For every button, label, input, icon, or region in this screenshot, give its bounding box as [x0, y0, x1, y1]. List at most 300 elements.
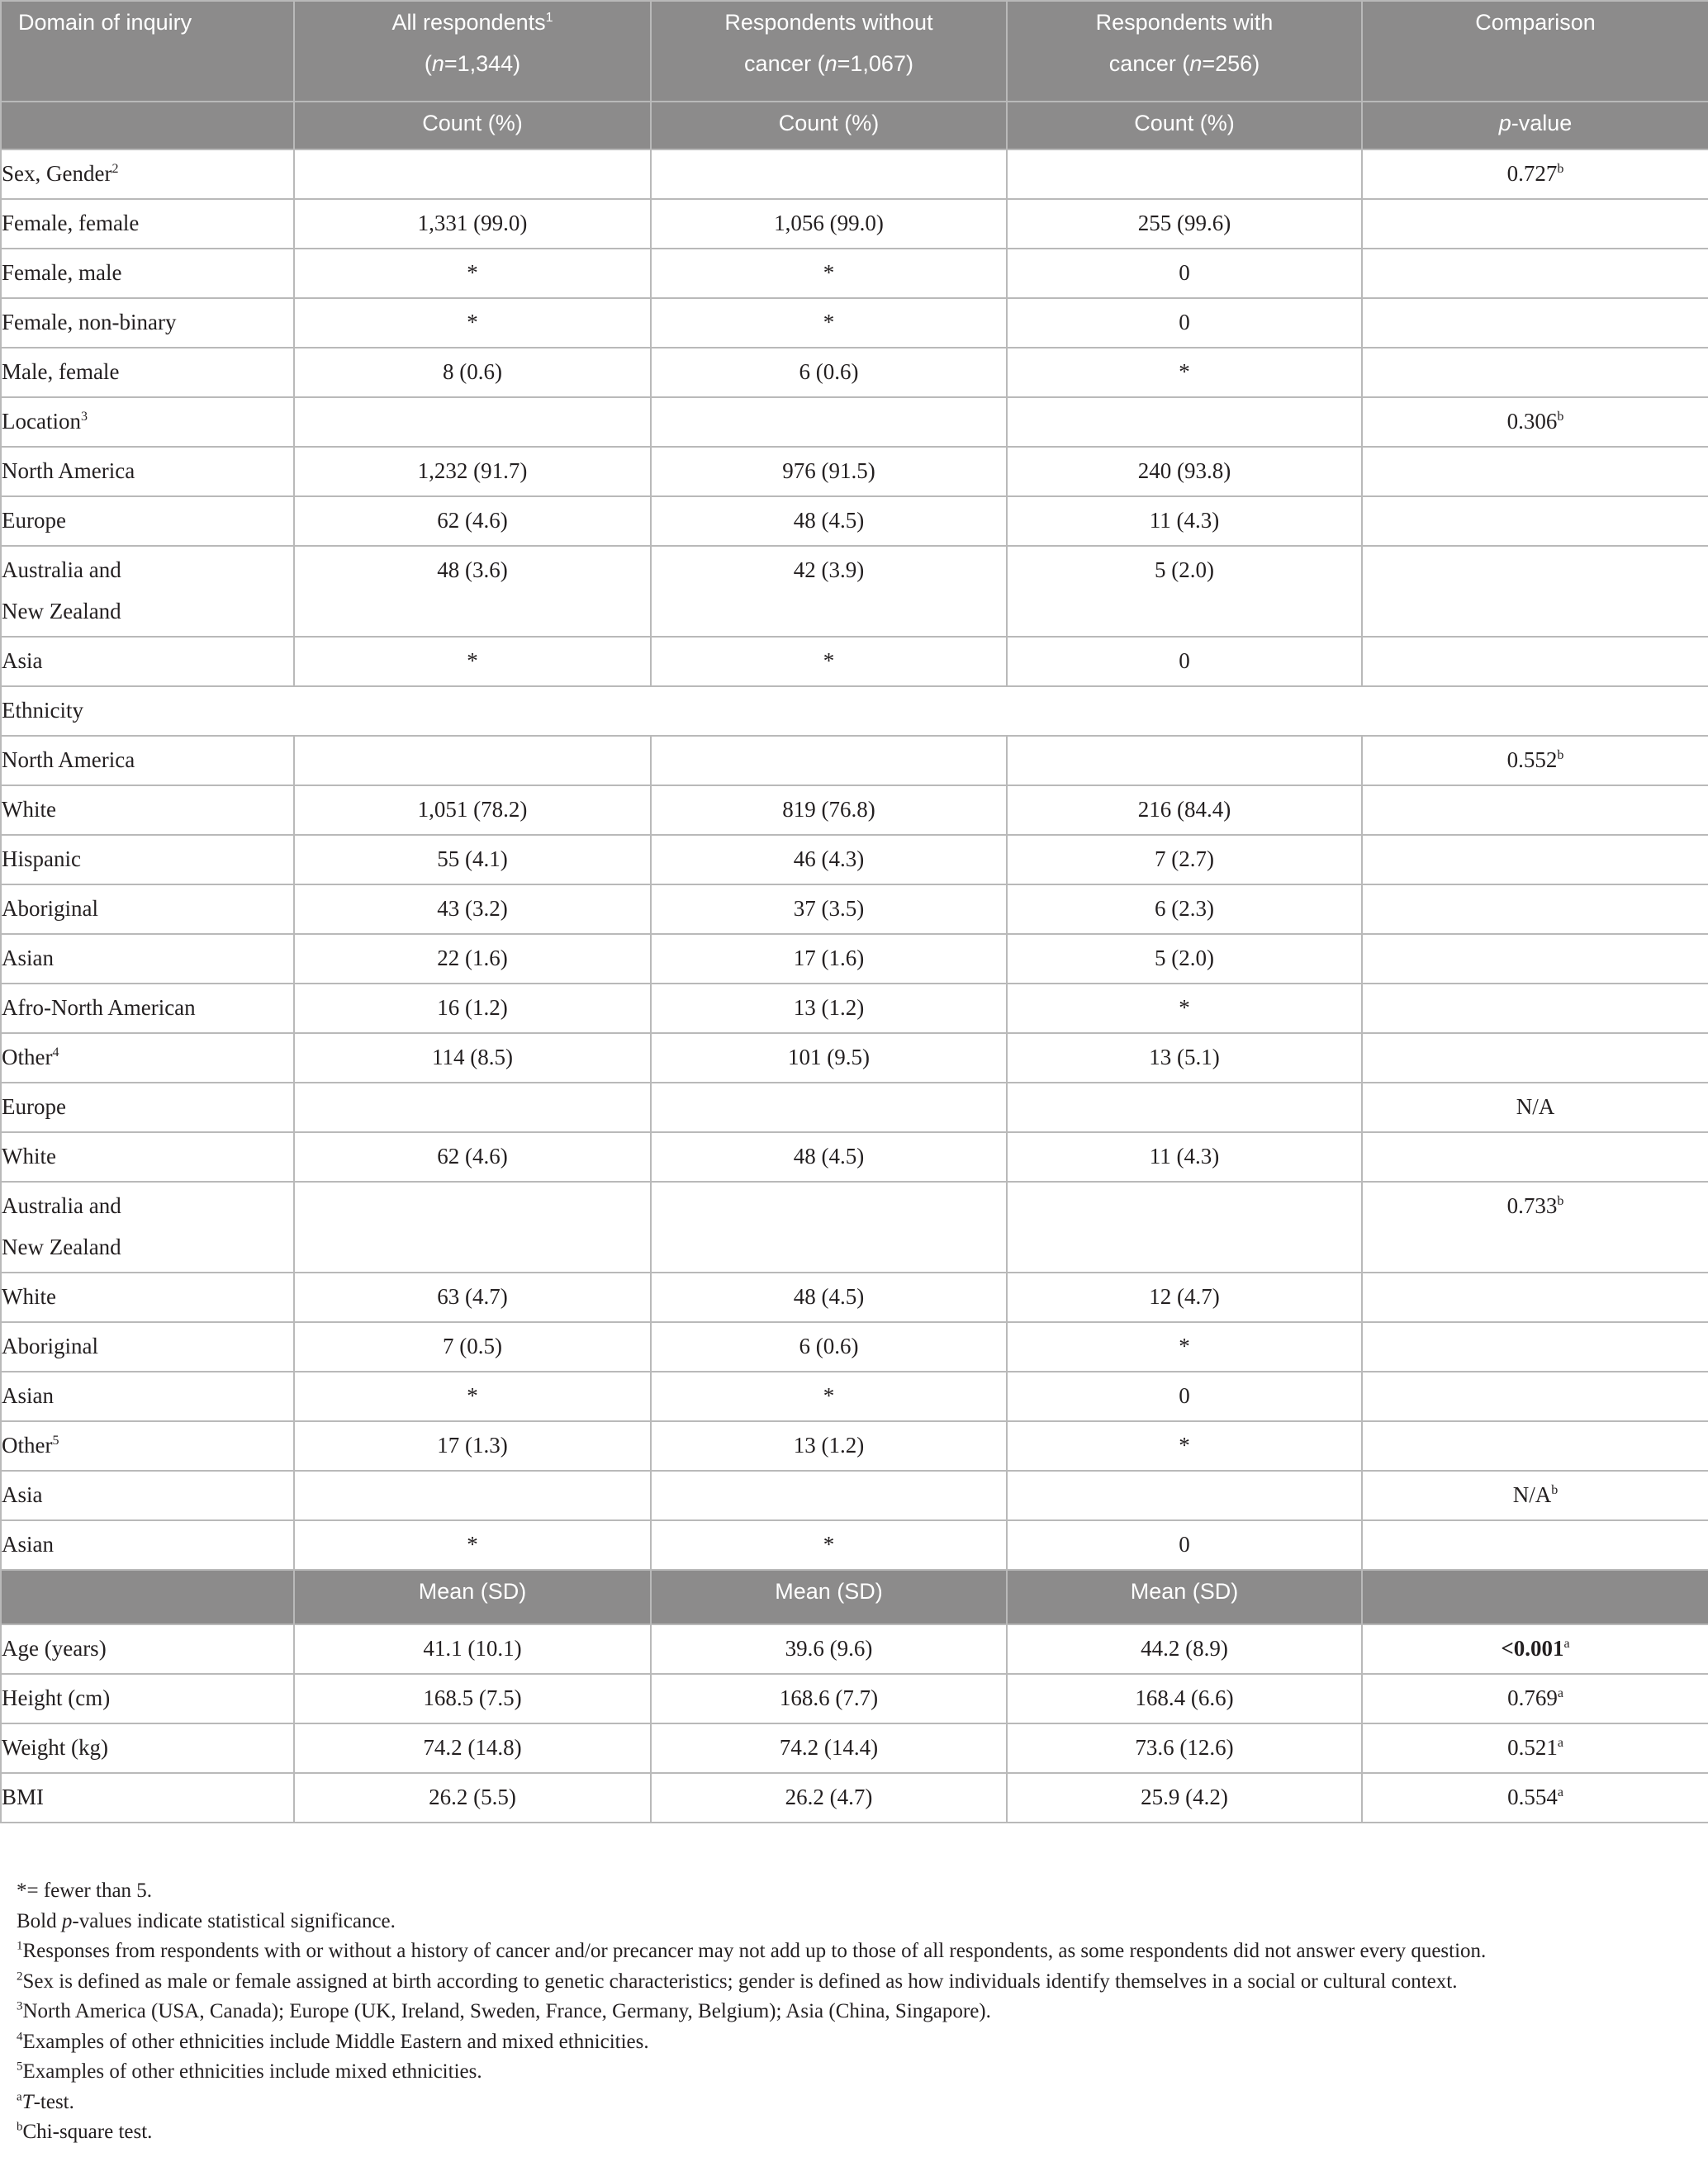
table-row	[1, 397, 1708, 447]
p-value-header: p-value	[1362, 102, 1708, 149]
all-respondents-cell-value: 43 (3.2)	[437, 896, 508, 921]
with-cancer-cell	[1007, 984, 1362, 1033]
with-cancer-cell	[1007, 1372, 1362, 1421]
without-cancer-cell-value: 48 (4.5)	[793, 1144, 865, 1169]
all-respondents-cell	[294, 546, 651, 637]
p-value-cell	[1362, 149, 1708, 199]
row-label	[1, 1674, 294, 1723]
with-cancer-cell-value: 0	[1179, 1532, 1190, 1557]
with-cancer-cell-value: 168.4 (6.6)	[1135, 1685, 1234, 1710]
all-respondents-cell-value: 7 (0.5)	[443, 1334, 502, 1358]
with-cancer-cell	[1007, 546, 1362, 637]
footnote	[17, 2057, 1693, 2088]
p-value: 0.554	[1507, 1785, 1558, 1809]
footnote	[17, 1997, 1693, 2027]
row-label	[1, 984, 294, 1033]
all-respondents-cell-value: *	[467, 260, 478, 285]
with-cancer-cell	[1007, 348, 1362, 397]
without-cancer-cell-value: *	[823, 310, 835, 334]
footnote-mark: b	[17, 2120, 23, 2134]
row-label	[1, 298, 294, 348]
all-respondents-cell	[294, 1033, 651, 1083]
p-value-cell	[1362, 1322, 1708, 1372]
superscript-mark: b	[1557, 162, 1564, 176]
table-row	[1, 686, 1708, 736]
table-row	[1, 1421, 1708, 1471]
with-cancer-cell	[1007, 249, 1362, 298]
with-cancer-cell-value: 255 (99.6)	[1137, 211, 1231, 235]
with-cancer-cell	[1007, 149, 1362, 199]
row-label-text: Location	[2, 409, 81, 434]
without-cancer-cell-value: 74.2 (14.4)	[779, 1735, 879, 1760]
row-label	[1, 1273, 294, 1322]
p-value-cell	[1362, 249, 1708, 298]
all-respondents-cell	[294, 348, 651, 397]
footnote	[17, 1937, 1693, 1967]
row-label	[1, 1471, 294, 1520]
row-label	[1, 884, 294, 934]
all-respondents-cell-value: *	[467, 310, 478, 334]
footnote	[17, 2088, 1693, 2118]
all-respondents-cell	[294, 884, 651, 934]
without-cancer-cell-value: 6 (0.6)	[799, 1334, 859, 1358]
without-cancer-cell	[651, 199, 1007, 249]
superscript-mark: 4	[52, 1045, 59, 1060]
with-cancer-cell-value: 6 (2.3)	[1155, 896, 1214, 921]
all-respondents-cell	[294, 1083, 651, 1132]
row-label-text: Asian	[2, 1532, 54, 1557]
without-cancer-cell-value: 46 (4.3)	[793, 846, 865, 871]
all-respondents-cell-value: 55 (4.1)	[437, 846, 508, 871]
without-cancer-cell	[651, 637, 1007, 686]
row-label	[1, 1322, 294, 1372]
without-cancer-cell	[651, 1773, 1007, 1823]
row-label	[1, 637, 294, 686]
row-label-text: North America	[2, 458, 135, 483]
with-cancer-cell-value: 25.9 (4.2)	[1141, 1785, 1228, 1809]
all-respondents-cell-value: *	[467, 648, 478, 673]
without-cancer-cell-value: *	[823, 648, 835, 673]
table-row	[1, 1273, 1708, 1322]
row-label	[1, 496, 294, 546]
superscript-mark: 5	[52, 1434, 59, 1448]
row-label-text: Europe	[2, 508, 66, 533]
table-row	[1, 546, 1708, 637]
with-cancer-header: Respondents with cancer (n=256)	[1007, 1, 1362, 102]
p-value-cell	[1362, 298, 1708, 348]
superscript-mark: a	[1557, 1785, 1563, 1799]
row-label-text: Aboriginal	[2, 896, 98, 921]
all-respondents-cell-value: 74.2 (14.8)	[423, 1735, 522, 1760]
without-cancer-cell	[651, 1033, 1007, 1083]
row-label	[1, 546, 294, 637]
row-label-text: Other	[2, 1433, 53, 1458]
without-cancer-cell	[651, 1624, 1007, 1674]
footnotes	[17, 1876, 1693, 2148]
table-row	[1, 1674, 1708, 1723]
without-cancer-cell-value: 48 (4.5)	[793, 508, 865, 533]
without-cancer-cell-value: 17 (1.6)	[793, 946, 865, 970]
with-cancer-cell-value: 0	[1179, 1383, 1190, 1408]
all-respondents-cell	[294, 1421, 651, 1471]
with-cancer-cell-value: 0	[1179, 260, 1190, 285]
count-section	[1, 149, 1708, 1570]
without-cancer-cell-value: *	[823, 260, 835, 285]
without-cancer-cell-value: *	[823, 1383, 835, 1408]
table-row	[1, 447, 1708, 496]
p-value-cell	[1362, 1273, 1708, 1322]
with-cancer-cell-value: 216 (84.4)	[1137, 797, 1231, 822]
with-cancer-cell-value: *	[1179, 1433, 1190, 1458]
p-value-cell	[1362, 546, 1708, 637]
row-label-text: Asian	[2, 946, 54, 970]
with-cancer-cell-value: 44.2 (8.9)	[1141, 1636, 1228, 1661]
p-value-cell	[1362, 1471, 1708, 1520]
table-row	[1, 1033, 1708, 1083]
row-label-text-line2: New Zealand	[2, 599, 121, 623]
p-value-cell	[1362, 934, 1708, 984]
all-respondents-cell-value: 63 (4.7)	[437, 1284, 508, 1309]
row-label-text: Europe	[2, 1094, 66, 1119]
footnote-text: Bold	[17, 1909, 62, 1932]
row-label-text: Weight (kg)	[2, 1735, 109, 1760]
without-cancer-cell	[651, 348, 1007, 397]
footnote-italic: p	[61, 1909, 73, 1932]
row-label-text: Aboriginal	[2, 1334, 98, 1358]
row-label-text-line2: New Zealand	[2, 1235, 121, 1259]
row-label-text: Asia	[2, 1482, 43, 1507]
row-label-text: Hispanic	[2, 846, 81, 871]
row-label-text: Ethnicity	[2, 698, 83, 723]
all-respondents-cell-value: 62 (4.6)	[437, 508, 508, 533]
with-cancer-cell-value: *	[1179, 1334, 1190, 1358]
footnote-text-rest: -values indicate statistical significance.	[72, 1909, 396, 1932]
without-cancer-cell-value: 976 (91.5)	[782, 458, 875, 483]
all-respondents-cell	[294, 397, 651, 447]
footnote-text: *= fewer than 5.	[17, 1880, 153, 1902]
all-respondents-cell-value: 114 (8.5)	[432, 1045, 513, 1069]
p-value-cell	[1362, 397, 1708, 447]
table-row	[1, 934, 1708, 984]
row-label	[1, 1421, 294, 1471]
table-row	[1, 785, 1708, 835]
without-cancer-cell-value: 42 (3.9)	[793, 557, 865, 582]
p-value: N/A	[1512, 1482, 1552, 1507]
p-value: N/A	[1516, 1094, 1555, 1119]
p-value-cell	[1362, 447, 1708, 496]
table-row	[1, 1132, 1708, 1182]
p-value: <0.001	[1501, 1636, 1564, 1661]
table-row	[1, 1083, 1708, 1132]
all-respondents-cell-value: 8 (0.6)	[443, 359, 502, 384]
with-cancer-cell	[1007, 1083, 1362, 1132]
superscript-mark: 3	[80, 410, 88, 424]
without-cancer-cell	[651, 785, 1007, 835]
footnote-mark: 5	[17, 2060, 23, 2074]
table-row	[1, 1322, 1708, 1372]
p-value: 0.733	[1506, 1193, 1558, 1218]
domain-header: Domain of inquiry	[1, 1, 294, 102]
all-respondents-cell	[294, 1773, 651, 1823]
with-cancer-cell-value: 0	[1179, 648, 1190, 673]
table-row	[1, 1520, 1708, 1570]
all-respondents-cell-value: 1,051 (78.2)	[417, 797, 528, 822]
table-row	[1, 1773, 1708, 1823]
all-respondents-cell	[294, 1372, 651, 1421]
all-respondents-cell-value: 22 (1.6)	[437, 946, 508, 970]
footnote-mark: a	[17, 2090, 22, 2104]
p-value-cell	[1362, 736, 1708, 785]
with-cancer-cell	[1007, 1723, 1362, 1773]
footnote-italic: T	[21, 2090, 34, 2113]
p-value-cell	[1362, 1132, 1708, 1182]
mean-header-empty	[1362, 1570, 1708, 1624]
p-value-cell	[1362, 1083, 1708, 1132]
without-cancer-cell	[651, 298, 1007, 348]
footnote-mark: 4	[17, 2030, 23, 2044]
row-label	[1, 397, 294, 447]
without-cancer-cell-value: 13 (1.2)	[793, 1433, 865, 1458]
all-respondents-cell	[294, 1471, 651, 1520]
footnote-mark: 3	[17, 1999, 23, 2013]
row-label	[1, 934, 294, 984]
superscript-mark: b	[1557, 410, 1564, 424]
row-label	[1, 1520, 294, 1570]
row-label	[1, 1083, 294, 1132]
p-value-cell	[1362, 1723, 1708, 1773]
superscript-mark: b	[1557, 1194, 1564, 1208]
empty-mean-header	[1, 1570, 294, 1624]
empty-subheader	[1, 102, 294, 149]
all-respondents-cell	[294, 1182, 651, 1273]
footnote-mark: 2	[17, 1970, 23, 1984]
footnote-text-rest: -test.	[33, 2090, 74, 2113]
footnote-text: Examples of other ethnicities include mixed ethnicities.	[22, 2060, 482, 2083]
table-row	[1, 1471, 1708, 1520]
row-label	[1, 1624, 294, 1674]
row-label-text: Sex, Gender	[2, 161, 112, 186]
all-respondents-cell	[294, 496, 651, 546]
count-header-all: Count (%)	[294, 102, 651, 149]
count-header-with: Count (%)	[1007, 102, 1362, 149]
row-label-text: Australia and	[2, 557, 121, 582]
without-cancer-cell	[651, 1674, 1007, 1723]
with-cancer-cell	[1007, 1182, 1362, 1273]
header-row	[1, 1, 1708, 102]
subheader-row	[1, 102, 1708, 149]
with-cancer-cell-value: 0	[1179, 310, 1190, 334]
with-cancer-cell	[1007, 1132, 1362, 1182]
row-label	[1, 1182, 294, 1273]
table-row	[1, 149, 1708, 199]
without-cancer-cell	[651, 984, 1007, 1033]
mean-header-row	[1, 1570, 1708, 1624]
table-row	[1, 1723, 1708, 1773]
with-cancer-cell	[1007, 397, 1362, 447]
all-respondents-cell	[294, 447, 651, 496]
table-row	[1, 637, 1708, 686]
superscript-mark: a	[1557, 1736, 1563, 1750]
with-cancer-cell-value: 240 (93.8)	[1137, 458, 1231, 483]
p-value-cell	[1362, 1372, 1708, 1421]
with-cancer-cell	[1007, 447, 1362, 496]
table-row	[1, 1372, 1708, 1421]
p-value-cell	[1362, 348, 1708, 397]
without-cancer-cell	[651, 1723, 1007, 1773]
all-respondents-cell	[294, 934, 651, 984]
p-value: 0.769	[1507, 1685, 1558, 1710]
without-cancer-cell	[651, 1132, 1007, 1182]
without-cancer-cell	[651, 884, 1007, 934]
with-cancer-cell	[1007, 736, 1362, 785]
row-label	[1, 736, 294, 785]
with-cancer-cell	[1007, 1421, 1362, 1471]
without-cancer-cell-value: *	[823, 1532, 835, 1557]
without-cancer-cell	[651, 397, 1007, 447]
row-label-text: Female, male	[2, 260, 122, 285]
footnote	[17, 1907, 1693, 1937]
row-label-text: Age (years)	[2, 1636, 107, 1661]
row-label-text: Australia and	[2, 1193, 121, 1218]
without-cancer-cell-value: 168.6 (7.7)	[779, 1685, 879, 1710]
row-label	[1, 835, 294, 884]
row-label-text: Female, female	[2, 211, 140, 235]
with-cancer-cell	[1007, 934, 1362, 984]
all-respondents-cell-value: 16 (1.2)	[437, 995, 508, 1020]
without-cancer-cell-value: 101 (9.5)	[788, 1045, 870, 1069]
row-label-text: Other	[2, 1045, 53, 1069]
table-row	[1, 1624, 1708, 1674]
with-cancer-cell	[1007, 637, 1362, 686]
row-label	[1, 1723, 294, 1773]
without-cancer-cell	[651, 1421, 1007, 1471]
with-cancer-cell-value: 13 (5.1)	[1149, 1045, 1220, 1069]
all-respondents-cell-value: 168.5 (7.5)	[423, 1685, 522, 1710]
with-cancer-cell-value: 11 (4.3)	[1149, 508, 1220, 533]
without-cancer-cell-value: 37 (3.5)	[793, 896, 865, 921]
all-respondents-cell	[294, 249, 651, 298]
all-respondents-cell	[294, 149, 651, 199]
all-respondents-cell	[294, 1520, 651, 1570]
footnote-text: North America (USA, Canada); Europe (UK, Ireland, Sweden, France, Germany, Belgium); Asia (China, Singapore).	[22, 2000, 991, 2022]
mean-header-all: Mean (SD)	[294, 1570, 651, 1624]
table-row	[1, 835, 1708, 884]
all-respondents-cell	[294, 1322, 651, 1372]
footnote-text: Sex is defined as male or female assigned at birth according to genetic characteristics; gender is defined as how individuals identify themselves in a social or cultural context.	[22, 1970, 1458, 1993]
with-cancer-cell	[1007, 785, 1362, 835]
p-value-cell	[1362, 1182, 1708, 1273]
with-cancer-cell	[1007, 1624, 1362, 1674]
footnote-text: Chi-square test.	[22, 2121, 153, 2143]
row-label	[1, 348, 294, 397]
mean-header-section	[1, 1570, 1708, 1624]
p-value-cell	[1362, 1773, 1708, 1823]
table-row	[1, 884, 1708, 934]
with-cancer-cell-value: 5 (2.0)	[1155, 557, 1214, 582]
row-label	[1, 447, 294, 496]
all-respondents-header: All respondents$^1$ (n=1,344)	[294, 1, 651, 102]
all-respondents-cell-value: *	[467, 1383, 478, 1408]
p-value-cell	[1362, 1674, 1708, 1723]
row-label-text: North America	[2, 747, 135, 772]
all-respondents-cell-value: 1,331 (99.0)	[417, 211, 528, 235]
p-value: 0.552	[1506, 747, 1558, 772]
without-cancer-cell	[651, 1322, 1007, 1372]
row-label	[1, 1372, 294, 1421]
mean-header-without: Mean (SD)	[651, 1570, 1007, 1624]
footnote	[17, 1967, 1693, 1998]
with-cancer-cell-value: 73.6 (12.6)	[1135, 1735, 1234, 1760]
row-label	[1, 199, 294, 249]
all-respondents-cell	[294, 1674, 651, 1723]
table-row	[1, 1182, 1708, 1273]
p-value-cell	[1362, 785, 1708, 835]
all-respondents-cell	[294, 298, 651, 348]
with-cancer-cell	[1007, 298, 1362, 348]
table-row	[1, 736, 1708, 785]
without-cancer-cell	[651, 149, 1007, 199]
all-respondents-cell	[294, 1132, 651, 1182]
without-cancer-cell	[651, 249, 1007, 298]
without-cancer-cell	[651, 1471, 1007, 1520]
without-cancer-cell-value: 819 (76.8)	[782, 797, 875, 822]
with-cancer-cell	[1007, 1773, 1362, 1823]
table-row	[1, 199, 1708, 249]
with-cancer-cell-value: *	[1179, 995, 1190, 1020]
footnote	[17, 2027, 1693, 2058]
table-row	[1, 984, 1708, 1033]
without-cancer-cell	[651, 447, 1007, 496]
row-label-text: BMI	[2, 1785, 45, 1809]
table-row	[1, 249, 1708, 298]
row-label	[1, 249, 294, 298]
all-respondents-cell	[294, 199, 651, 249]
with-cancer-cell	[1007, 884, 1362, 934]
footnote-mark: 1	[17, 1939, 23, 1953]
without-cancer-cell	[651, 736, 1007, 785]
row-label	[1, 1033, 294, 1083]
superscript-mark: 2	[111, 162, 119, 176]
row-label-text: Male, female	[2, 359, 120, 384]
row-label-text: White	[2, 1284, 56, 1309]
row-label	[1, 686, 1708, 736]
with-cancer-cell	[1007, 1273, 1362, 1322]
without-cancer-header: Respondents without cancer (n=1,067)	[651, 1, 1007, 102]
all-respondents-cell	[294, 1723, 651, 1773]
without-cancer-cell	[651, 546, 1007, 637]
row-label	[1, 1132, 294, 1182]
all-respondents-cell-value: 1,232 (91.7)	[417, 458, 528, 483]
superscript-mark: b	[1557, 748, 1564, 762]
p-value-cell	[1362, 984, 1708, 1033]
without-cancer-cell-value: 48 (4.5)	[793, 1284, 865, 1309]
superscript-mark: a	[1563, 1637, 1570, 1651]
without-cancer-cell	[651, 1273, 1007, 1322]
without-cancer-cell	[651, 1520, 1007, 1570]
row-label	[1, 785, 294, 835]
row-label-text: Asian	[2, 1383, 54, 1408]
all-respondents-cell-value: 48 (3.6)	[437, 557, 508, 582]
all-respondents-cell	[294, 1624, 651, 1674]
all-respondents-cell-value: 41.1 (10.1)	[423, 1636, 522, 1661]
p-value-cell	[1362, 884, 1708, 934]
footnote	[17, 2117, 1693, 2148]
count-header-without: Count (%)	[651, 102, 1007, 149]
p-value-cell	[1362, 1421, 1708, 1471]
all-respondents-cell	[294, 984, 651, 1033]
with-cancer-cell	[1007, 1033, 1362, 1083]
all-respondents-cell-value: *	[467, 1532, 478, 1557]
